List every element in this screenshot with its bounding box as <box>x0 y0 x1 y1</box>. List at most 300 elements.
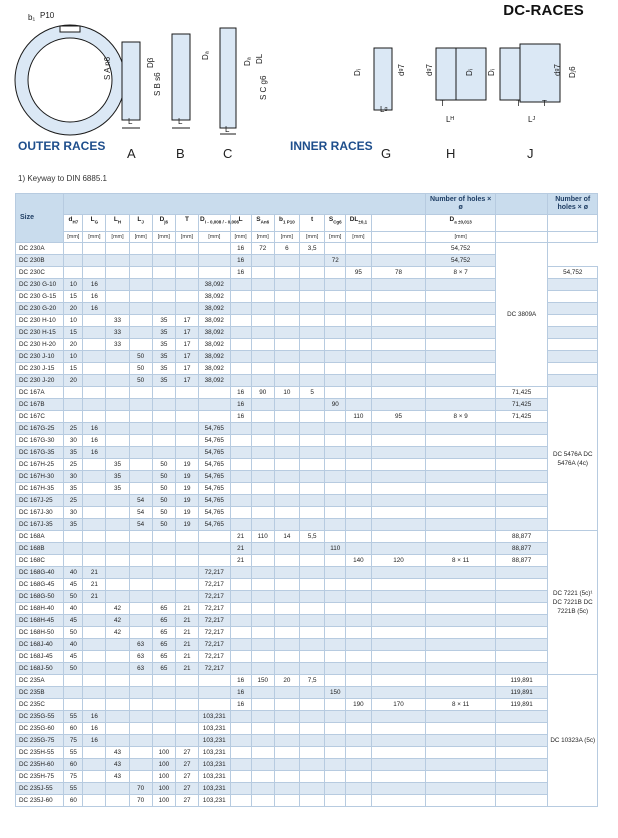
value-cell <box>83 519 106 531</box>
value-cell <box>199 555 231 567</box>
value-cell <box>346 687 371 699</box>
value-cell <box>274 771 299 783</box>
value-cell <box>251 291 274 303</box>
value-cell <box>371 543 426 555</box>
table-row <box>16 447 598 459</box>
value-cell <box>274 255 299 267</box>
value-cell: 5 <box>300 387 325 399</box>
value-cell <box>548 363 598 375</box>
value-cell: 15 <box>64 327 83 339</box>
value-cell <box>274 615 299 627</box>
table-row <box>16 675 598 687</box>
value-cell <box>175 255 198 267</box>
outer-races-label: OUTER RACES <box>18 139 106 153</box>
value-cell <box>83 255 106 267</box>
value-cell <box>371 519 426 531</box>
value-cell <box>106 243 129 255</box>
value-cell <box>230 435 251 447</box>
value-cell <box>230 795 251 807</box>
header-col-extra <box>548 215 598 232</box>
value-cell <box>83 759 106 771</box>
value-cell <box>426 771 495 783</box>
value-cell: 35 <box>152 339 175 351</box>
value-cell <box>83 243 106 255</box>
value-cell: 33 <box>106 315 129 327</box>
value-cell: 75 <box>64 771 83 783</box>
value-cell <box>175 531 198 543</box>
header-col-label: S <box>256 216 261 223</box>
value-cell <box>251 303 274 315</box>
value-cell: 54,765 <box>199 519 231 531</box>
value-cell: 170 <box>371 699 426 711</box>
value-cell <box>371 243 426 255</box>
value-cell <box>230 375 251 387</box>
table-row <box>16 759 598 771</box>
value-cell <box>129 711 152 723</box>
value-cell <box>230 771 251 783</box>
value-cell <box>548 327 598 339</box>
header-col-sub: H <box>117 219 122 225</box>
value-cell <box>106 363 129 375</box>
value-cell: 50 <box>152 471 175 483</box>
value-cell <box>83 615 106 627</box>
value-cell <box>251 591 274 603</box>
value-cell: 8 × 11 <box>426 699 495 711</box>
value-cell <box>346 471 371 483</box>
label-dg-h: dᵍ7 <box>425 64 434 76</box>
header-col-sub: An6 <box>260 219 270 225</box>
header-col-sub: ±0,1 <box>358 219 368 225</box>
value-cell <box>495 759 548 771</box>
dimensions-table-wrap <box>15 193 598 807</box>
value-cell: 6 <box>274 243 299 255</box>
value-cell: 70 <box>129 783 152 795</box>
value-cell <box>426 687 495 699</box>
value-cell <box>325 699 346 711</box>
size-cell: DC 235C <box>16 699 64 711</box>
value-cell <box>230 495 251 507</box>
value-cell: 8 × 7 <box>426 267 495 279</box>
value-cell <box>371 723 426 735</box>
value-cell <box>495 603 548 615</box>
value-cell <box>426 627 495 639</box>
value-cell <box>371 639 426 651</box>
value-cell <box>106 699 129 711</box>
value-cell <box>346 279 371 291</box>
header-col-0 <box>64 215 83 232</box>
value-cell <box>371 483 426 495</box>
table-row <box>16 531 598 543</box>
value-cell: 16 <box>83 303 106 315</box>
value-cell: 55 <box>64 783 83 795</box>
header-unit-12: [mm] <box>346 232 371 243</box>
value-cell: 27 <box>175 771 198 783</box>
header-row-1 <box>16 194 598 215</box>
value-cell: 65 <box>152 651 175 663</box>
value-cell <box>300 303 325 315</box>
value-cell <box>251 339 274 351</box>
value-cell <box>346 387 371 399</box>
header-col-sub: 1 P10 <box>283 219 295 225</box>
value-cell: 16 <box>230 267 251 279</box>
size-cell: DC 235H-55 <box>16 747 64 759</box>
size-cell: DC 168G-40 <box>16 567 64 579</box>
value-cell: 65 <box>152 615 175 627</box>
value-cell <box>175 267 198 279</box>
value-cell <box>129 315 152 327</box>
value-cell: 35 <box>64 483 83 495</box>
size-cell: DC 230 J-15 <box>16 363 64 375</box>
value-cell: 16 <box>230 411 251 423</box>
value-cell <box>426 339 495 351</box>
value-cell <box>129 615 152 627</box>
header-unit-14: [mm] <box>426 232 495 243</box>
value-cell <box>251 663 274 675</box>
value-cell: 19 <box>175 483 198 495</box>
value-cell <box>83 471 106 483</box>
table-row <box>16 543 598 555</box>
value-cell <box>129 303 152 315</box>
value-cell <box>251 555 274 567</box>
value-cell <box>426 315 495 327</box>
value-cell <box>300 447 325 459</box>
value-cell <box>325 339 346 351</box>
value-cell <box>175 711 198 723</box>
value-cell: 17 <box>175 339 198 351</box>
header-col-label: D <box>159 216 165 223</box>
value-cell <box>175 399 198 411</box>
value-cell <box>230 351 251 363</box>
value-cell: 16 <box>83 735 106 747</box>
value-cell <box>371 459 426 471</box>
value-cell <box>371 795 426 807</box>
label-sc: S C g6 <box>259 75 268 100</box>
value-cell <box>251 639 274 651</box>
value-cell <box>346 399 371 411</box>
value-cell: 72 <box>251 243 274 255</box>
value-cell <box>83 495 106 507</box>
value-cell <box>300 783 325 795</box>
value-cell: 19 <box>175 519 198 531</box>
value-cell <box>129 459 152 471</box>
value-cell: 27 <box>175 795 198 807</box>
value-cell <box>83 603 106 615</box>
value-cell <box>152 567 175 579</box>
value-cell <box>152 387 175 399</box>
label-di-h: Dᵢ <box>465 68 474 76</box>
value-cell: 19 <box>175 459 198 471</box>
header-col-label: L <box>238 216 243 223</box>
value-cell <box>199 243 231 255</box>
value-cell <box>106 795 129 807</box>
value-cell <box>300 711 325 723</box>
value-cell: 78 <box>371 267 426 279</box>
header-col-sub: Cg6 <box>333 219 342 225</box>
value-cell: 16 <box>230 687 251 699</box>
value-cell <box>274 555 299 567</box>
value-cell: 95 <box>346 267 371 279</box>
value-cell <box>251 603 274 615</box>
value-cell <box>426 279 495 291</box>
value-cell <box>152 543 175 555</box>
value-cell <box>230 447 251 459</box>
value-cell <box>371 255 426 267</box>
label-dg-j: dᵍ7 <box>553 64 562 76</box>
value-cell <box>371 303 426 315</box>
value-cell: 3,5 <box>300 243 325 255</box>
value-cell <box>230 483 251 495</box>
value-cell <box>548 291 598 303</box>
value-cell <box>175 303 198 315</box>
value-cell <box>251 651 274 663</box>
value-cell <box>230 627 251 639</box>
value-cell: 38,092 <box>199 279 231 291</box>
value-cell <box>426 363 495 375</box>
value-cell: 16 <box>83 279 106 291</box>
header-unit-1: [mm] <box>83 232 106 243</box>
value-cell <box>371 531 426 543</box>
value-cell <box>230 459 251 471</box>
header-col-14 <box>426 215 495 232</box>
header-unit-2: [mm] <box>106 232 129 243</box>
value-cell <box>325 711 346 723</box>
value-cell <box>548 315 598 327</box>
value-cell: 5,5 <box>300 531 325 543</box>
value-cell <box>83 483 106 495</box>
value-cell <box>274 483 299 495</box>
value-cell: 103,231 <box>199 795 231 807</box>
value-cell <box>129 255 152 267</box>
value-cell <box>152 399 175 411</box>
label-l-c: L <box>225 125 230 134</box>
value-cell: 16 <box>83 291 106 303</box>
value-cell <box>64 255 83 267</box>
size-cell: DC 167H-30 <box>16 471 64 483</box>
value-cell: 103,231 <box>199 771 231 783</box>
value-cell <box>346 291 371 303</box>
value-cell <box>230 567 251 579</box>
value-cell: 103,231 <box>199 723 231 735</box>
table-row <box>16 459 598 471</box>
header-col-15 <box>495 215 548 232</box>
table-row <box>16 735 598 747</box>
size-cell: DC 235G-75 <box>16 735 64 747</box>
value-cell: 21 <box>175 639 198 651</box>
value-cell <box>325 723 346 735</box>
value-cell <box>274 471 299 483</box>
value-cell <box>426 711 495 723</box>
value-cell: 54,765 <box>199 459 231 471</box>
header-unit-9: [mm] <box>274 232 299 243</box>
header-unit-10: [mm] <box>300 232 325 243</box>
value-cell: 40 <box>64 639 83 651</box>
size-cell: DC 167G-25 <box>16 423 64 435</box>
value-cell <box>230 315 251 327</box>
value-cell <box>106 531 129 543</box>
value-cell: 38,092 <box>199 375 231 387</box>
value-cell <box>152 723 175 735</box>
value-cell <box>274 543 299 555</box>
value-cell <box>300 567 325 579</box>
value-cell <box>251 471 274 483</box>
value-cell: 21 <box>83 567 106 579</box>
size-cell: DC 168H-45 <box>16 615 64 627</box>
value-cell <box>251 267 274 279</box>
value-cell <box>495 495 548 507</box>
value-cell <box>371 435 426 447</box>
header-unit-7: [mm] <box>230 232 251 243</box>
value-cell <box>129 243 152 255</box>
value-cell <box>346 759 371 771</box>
value-cell: 72,217 <box>199 567 231 579</box>
size-cell: DC 235H-75 <box>16 771 64 783</box>
value-cell <box>495 795 548 807</box>
value-cell <box>346 651 371 663</box>
value-cell <box>548 303 598 315</box>
value-cell <box>325 363 346 375</box>
value-cell <box>325 531 346 543</box>
value-cell <box>371 387 426 399</box>
header-col-label: DL <box>349 216 359 223</box>
value-cell <box>106 783 129 795</box>
value-cell <box>83 399 106 411</box>
size-cell: DC 168H-40 <box>16 603 64 615</box>
value-cell <box>426 735 495 747</box>
value-cell <box>274 339 299 351</box>
value-cell <box>325 291 346 303</box>
value-cell: 103,231 <box>199 735 231 747</box>
value-cell: 16 <box>83 447 106 459</box>
value-cell: 71,425 <box>495 399 548 411</box>
value-cell <box>251 735 274 747</box>
value-cell: 14 <box>274 531 299 543</box>
size-cell: DC 235B <box>16 687 64 699</box>
header-col-sub: a ±0,013 <box>454 219 472 225</box>
value-cell <box>495 723 548 735</box>
value-cell: 72,217 <box>199 579 231 591</box>
value-cell <box>129 591 152 603</box>
value-cell <box>274 747 299 759</box>
value-cell <box>83 687 106 699</box>
value-cell <box>251 459 274 471</box>
value-cell <box>371 675 426 687</box>
value-cell: 45 <box>64 615 83 627</box>
table-row <box>16 555 598 567</box>
value-cell <box>274 303 299 315</box>
value-cell <box>251 447 274 459</box>
value-cell <box>325 567 346 579</box>
value-cell <box>251 615 274 627</box>
value-cell <box>129 423 152 435</box>
value-cell: 19 <box>175 507 198 519</box>
value-cell <box>129 555 152 567</box>
value-cell: 16 <box>230 243 251 255</box>
value-cell: 35 <box>106 459 129 471</box>
value-cell <box>175 243 198 255</box>
value-cell: 21 <box>175 603 198 615</box>
value-cell <box>300 615 325 627</box>
value-cell <box>300 771 325 783</box>
header-unit-5: [mm] <box>175 232 198 243</box>
header-unit-11: [mm] <box>325 232 346 243</box>
value-cell <box>199 255 231 267</box>
value-cell <box>175 567 198 579</box>
value-cell: 16 <box>83 711 106 723</box>
value-cell <box>426 483 495 495</box>
value-cell <box>346 243 371 255</box>
size-cell: DC 168J-45 <box>16 651 64 663</box>
value-cell <box>495 579 548 591</box>
size-cell: DC 230 J-20 <box>16 375 64 387</box>
value-cell <box>64 675 83 687</box>
value-cell <box>325 351 346 363</box>
value-cell: 63 <box>129 651 152 663</box>
value-cell <box>325 387 346 399</box>
value-cell: 35 <box>152 327 175 339</box>
size-cell: DC 168J-40 <box>16 639 64 651</box>
value-cell <box>371 783 426 795</box>
value-cell <box>251 711 274 723</box>
value-cell: 50 <box>152 519 175 531</box>
value-cell <box>346 615 371 627</box>
value-cell <box>426 531 495 543</box>
value-cell: 54,752 <box>548 267 598 279</box>
value-cell <box>274 735 299 747</box>
value-cell <box>325 759 346 771</box>
value-cell: 50 <box>129 363 152 375</box>
value-cell: 35 <box>152 363 175 375</box>
size-cell: DC 167J-35 <box>16 519 64 531</box>
value-cell <box>175 423 198 435</box>
value-cell <box>300 687 325 699</box>
value-cell <box>251 699 274 711</box>
value-cell <box>175 723 198 735</box>
group-designation-cell: DC 3809A <box>495 243 548 387</box>
value-cell: 8 × 11 <box>426 555 495 567</box>
value-cell <box>152 303 175 315</box>
value-cell <box>346 495 371 507</box>
value-cell <box>300 327 325 339</box>
header-unit-4: [mm] <box>152 232 175 243</box>
value-cell <box>106 279 129 291</box>
table-row <box>16 243 598 255</box>
value-cell: 110 <box>346 411 371 423</box>
value-cell <box>325 375 346 387</box>
value-cell <box>346 435 371 447</box>
value-cell: 35 <box>106 471 129 483</box>
value-cell <box>371 771 426 783</box>
value-cell <box>274 291 299 303</box>
value-cell: 42 <box>106 603 129 615</box>
value-cell <box>230 327 251 339</box>
value-cell <box>371 591 426 603</box>
value-cell <box>129 327 152 339</box>
value-cell <box>230 663 251 675</box>
size-cell: DC 168C <box>16 555 64 567</box>
value-cell <box>300 555 325 567</box>
table-row <box>16 687 598 699</box>
value-cell: 140 <box>346 555 371 567</box>
value-cell: 55 <box>64 747 83 759</box>
header-blank-2 <box>495 194 548 215</box>
value-cell: 10 <box>64 279 83 291</box>
header-unit-15 <box>495 232 548 243</box>
value-cell <box>371 579 426 591</box>
value-cell: 25 <box>64 459 83 471</box>
value-cell <box>274 459 299 471</box>
label-lj: Lᴶ <box>528 115 535 124</box>
value-cell <box>83 555 106 567</box>
